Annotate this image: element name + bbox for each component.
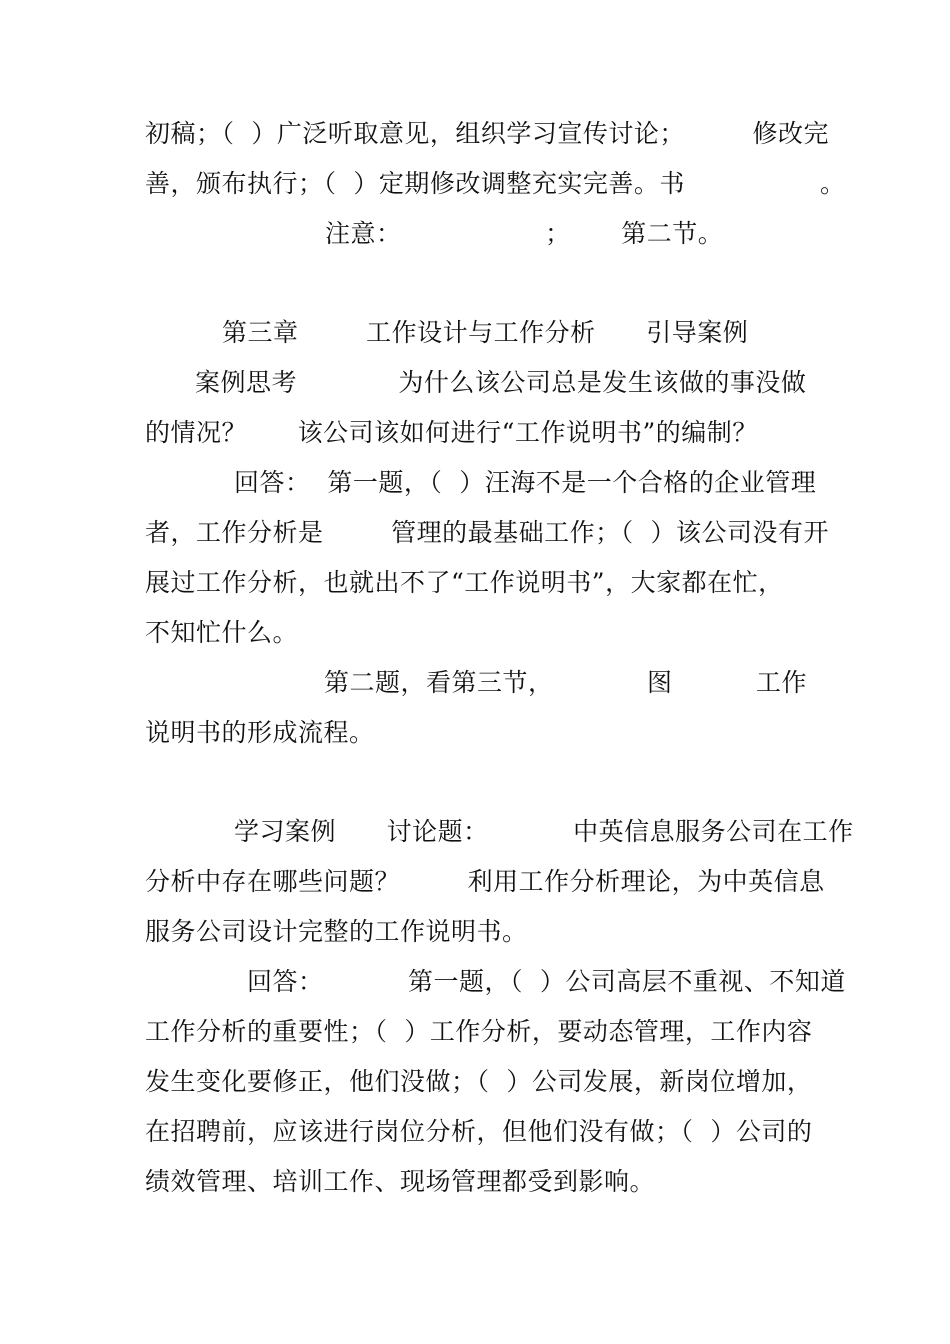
paragraph-line: 绩效管理、培训工作、现场管理都受到影响。 — [145, 1167, 656, 1196]
paragraph-line: 的情况？ 该公司该如何进行“工作说明书”的编制？ — [145, 418, 758, 447]
chapter-heading: 第三章 工作设计与工作分析 引导案例 — [222, 318, 749, 347]
paragraph-line: 善，颁布执行；（ ）定期修改调整充实完善。书 。 — [145, 169, 846, 198]
paragraph-line: 工作分析的重要性；（ ）工作分析，要动态管理，工作内容 — [145, 1017, 813, 1046]
paragraph-line: 回答： 第一题，（ ）公司高层不重视、不知道 — [247, 967, 846, 996]
paragraph-line: 注意： ； 第二节。 — [325, 219, 724, 248]
paragraph-line: 学习案例 讨论题： 中英信息服务公司在工作 — [234, 817, 854, 846]
paragraph-line: 不知忙什么。 — [145, 618, 299, 647]
paragraph-line: 分析中存在哪些问题？ 利用工作分析理论，为中英信息 — [145, 867, 825, 896]
paragraph-line: 初稿；（ ）广泛听取意见，组织学习宣传讨论； 修改完 — [145, 119, 829, 148]
paragraph-line: 工作 — [756, 668, 808, 697]
paragraph-line: 在招聘前，应该进行岗位分析，但他们没有做；（ ）公司的 — [145, 1117, 813, 1146]
paragraph-line: 说明书的形成流程。 — [145, 718, 375, 747]
paragraph-line: 回答： 第一题，（ ）汪海不是一个合格的企业管理 — [234, 468, 817, 497]
paragraph-line: 发生变化要修正，他们没做；（ ）公司发展，新岗位增加， — [145, 1067, 813, 1096]
paragraph-line: 第二题，看第三节， — [324, 668, 554, 697]
paragraph-line: 案例思考 为什么该公司总是发生该做的事没做 — [195, 368, 807, 397]
paragraph-line: 服务公司设计完整的工作说明书。 — [145, 917, 528, 946]
figure-reference: 图 — [647, 668, 673, 697]
paragraph-line: 展过工作分析，也就出不了“工作说明书”，大家都在忙， — [145, 568, 784, 597]
paragraph-line: 者，工作分析是 管理的最基础工作；（ ）该公司没有开 — [145, 518, 829, 547]
